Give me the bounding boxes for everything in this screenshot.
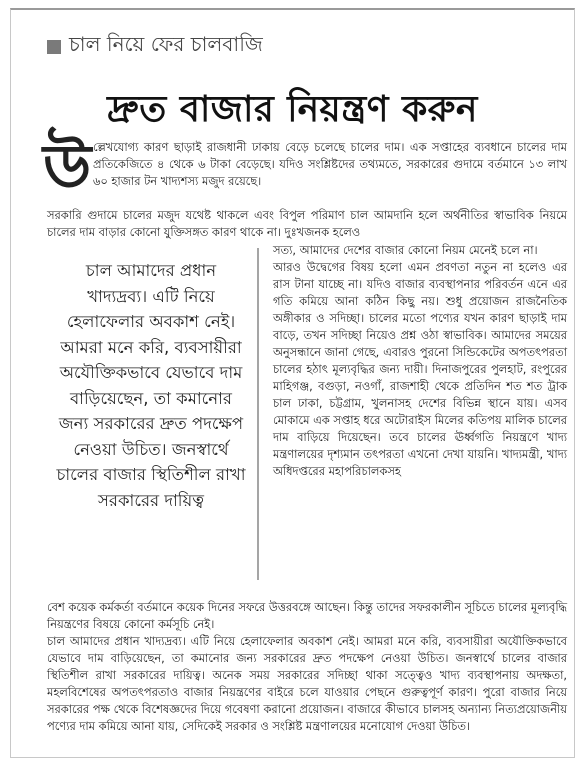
kicker: [47, 30, 263, 63]
drop-cap: উ: [43, 130, 92, 203]
column-paragraph: আরও উদ্বেগের বিষয় হলো এমন প্রবণতা নতুন না হলেও এর রাস টানা যাচ্ছে না। যদিও বাজার ব্যবস্থাপনার পরিবর্তন এনে এর গতি কমিয়ে আনা কঠিন কিছু নয়। শুধু প্রয়োজন রাজনৈতিক অঙ্গীকার ও সদিচ্ছা। চালের মতো পণ্যের যখন কারণ ছাড়াই দাম বাড়ে, তখন সদিচ্ছা নিয়েও প্রশ্ন ওঠা স্বাভাবিক। আমাদের সময়ের অনুসন্ধানে জানা গেছে, এবারও পুরনো সিন্ডিকেটের অপতৎপরতা চালের হঠাৎ মূল্যবৃদ্ধির জন্য দায়ী। দিনাজপুরের পুলহাট, রংপুরের মাহিগঞ্জ, বগুড়া, নওগাঁ, রাজশাহী থেকে প্রতিদিন শত শত ট্রাক চাল ঢাকা, চট্টগ্রাম, খুলনাসহ দেশের বিভিন্ন স্থানে যায়। এসব মোকামে এক সপ্তাহ ধরে অটোরাইস মিলের কতিপয় মালিক চালের দাম বাড়িয়ে দিয়েছেন। তবে চালের ঊর্ধ্বগতি নিয়ন্ত্রণে খাদ্য মন্ত্রণালয়ের দৃশ্যমান তৎপরতা এখনো দেখা যায়নি। খাদ্যমন্ত্রী, খাদ্য অধিদপ্তরের মহাপরিচালকসহ: [273, 260, 567, 478]
right-column: [273, 242, 567, 480]
bottom-section: [47, 599, 567, 735]
kicker-square-icon: [47, 40, 61, 54]
headline: দ্রুত বাজার নিয়ন্ত্রণ করুন: [107, 89, 478, 130]
kicker-text: চাল নিয়ে ফের চালবাজি: [69, 32, 263, 56]
lead-paragraph-continued: সরকারি গুদামে চালের মজুদ যথেষ্ট থাকলে এবং বিপুল পরিমাণ চাল আমদানি হলে অর্থনীতির স্বাভাবিক নিয়মে চালের দাম বাড়ার কোনো যুক্তিসঙ্গত কারণ থাকে না। দুঃখজনক হলেও: [47, 208, 567, 239]
lead-paragraph: ল্লেখযোগ্য কারণ ছাড়াই রাজধানী ঢাকায় বেড়ে চলেছে চালের দাম। এক সপ্তাহের ব্যবধানে চালের দাম প্রতিকেজিতে ৪ থেকে ৬ টাকা বেড়েছে। যদিও সংশ্লিষ্টদের তথ্যমতে, সরকারের গুদামে বর্তমানে ১৩ লাখ ৬০ হাজার টন খাদ্যশস্য মজুদ রয়েছে।: [93, 140, 567, 188]
column-paragraph: সত্য, আমাদের দেশের বাজার কোনো নিয়ম মেনেই চলে না।: [273, 243, 538, 257]
bottom-paragraph: বেশ কয়েক কর্মকর্তা বর্তমানে কয়েক দিনের সফরে উত্তরবঙ্গে আছেন। কিন্তু তাদের সফরকালীন সূচিতে চালের মূল্যবৃদ্ধি নিয়ন্ত্রণের বিষয়ে কোনো কর্মসূচি নেই।: [47, 600, 567, 631]
pull-quote-rule: [257, 248, 259, 580]
pull-quote: চাল আমাদের প্রধান খাদ্যদ্রব্য। এটি নিয়ে হেলাফেলার অবকাশ নেই। আমরা মনে করি, ব্যবসায়ীরা অযৌক্তিকভাবে যেভাবে দাম বাড়িয়েছেন, তা কমানোর জন্য সরকারের দ্রুত পদক্ষেপ নেওয়া উচিত। জনস্বার্থে চালের বাজার স্থিতিশীল রাখা সরকারের দায়িত্ব: [56, 261, 246, 510]
newspaper-editorial: [10, 8, 575, 758]
bottom-paragraph: চাল আমাদের প্রধান খাদ্যদ্রব্য। এটি নিয়ে হেলাফেলার অবকাশ নেই। আমরা মনে করি, ব্যবসায়ীরা অযৌক্তিকভাবে যেভাবে দাম বাড়িয়েছেন, তা কমানোর জন্য সরকারের দ্রুত পদক্ষেপ নেওয়া উচিত। জনস্বার্থে চালের বাজার স্থিতিশীল রাখা সরকারের দায়িত্ব। অনেক সময় সরকারের সদিচ্ছা থাকা সত্ত্বেও খাদ্য ব্যবস্থাপনায় অদক্ষতা, মহলবিশেষের অপতৎপরতাও বাজার নিয়ন্ত্রণের বাইরে চলে যাওয়ার পেছনে গুরুত্বপূর্ণ কারণ। পুরো বাজার নিয়ে সরকারের পক্ষ থেকে বিশেষজ্ঞদের দিয়ে গবেষণা করানো প্রয়োজন। বাজারে কীভাবে চালসহ অন্যান্য নিত্যপ্রয়োজনীয় পণ্যের দাম কমিয়ে আনা যায়, সেদিকেই সরকার ও সংশ্লিষ্ট মন্ত্রণালয়ের মনোযোগ দেওয়া উচিত।: [47, 634, 567, 733]
